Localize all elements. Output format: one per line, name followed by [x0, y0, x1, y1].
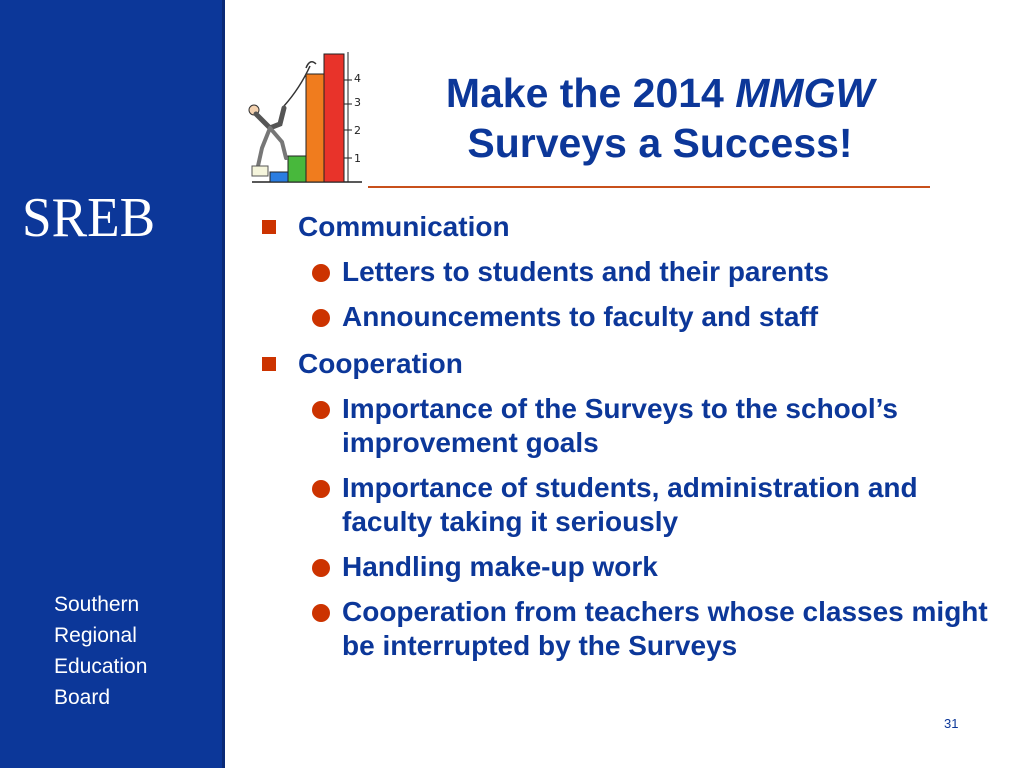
bullet-text: Handling make-up work — [342, 551, 658, 582]
sidebar-panel — [0, 0, 222, 768]
org-name-line-3: Education — [54, 655, 148, 678]
org-name-line-4: Board — [54, 686, 111, 709]
org-name-line-2: Regional — [54, 624, 137, 647]
square-bullet-icon — [262, 220, 276, 234]
sub-bullet — [310, 255, 998, 289]
slide-body — [258, 208, 998, 663]
org-name-line-1: Southern — [54, 593, 140, 616]
title-divider — [368, 186, 930, 188]
sub-bullet — [310, 471, 998, 539]
section-heading: Communication — [298, 211, 510, 242]
bullet-text: Cooperation from teachers whose classes might be interrupted by the Surveys — [342, 596, 988, 661]
sub-bullet — [310, 595, 998, 663]
sub-bullet — [310, 550, 998, 584]
climber-on-bar-chart-icon — [244, 48, 366, 188]
tick-label-3: 3 — [354, 96, 361, 109]
bullet-text: Importance of students, administration and faculty taking it seriously — [342, 472, 918, 537]
round-bullet-icon — [312, 309, 330, 327]
sub-bullet — [310, 392, 998, 460]
round-bullet-icon — [312, 559, 330, 577]
sidebar-edge — [222, 0, 225, 768]
sreb-logo: SREB — [22, 187, 156, 249]
sub-bullet — [310, 300, 998, 334]
bullet-text: Letters to students and their parents — [342, 256, 829, 287]
bullet-cooperation — [258, 347, 998, 381]
bullet-text: Announcements to faculty and staff — [342, 301, 819, 332]
bullet-communication — [258, 210, 998, 244]
title-prefix: Make the 2014 — [445, 70, 736, 116]
round-bullet-icon — [312, 604, 330, 622]
round-bullet-icon — [312, 401, 330, 419]
section-heading: Cooperation — [298, 348, 463, 379]
slide-title — [376, 68, 944, 168]
page-number: 31 — [944, 716, 959, 731]
organization-name — [54, 589, 147, 713]
tick-label-2: 2 — [354, 124, 361, 137]
round-bullet-icon — [312, 264, 330, 282]
square-bullet-icon — [262, 357, 276, 371]
title-emphasis: MMGW — [735, 70, 875, 116]
tick-label-4: 4 — [354, 72, 361, 85]
title-line-2: Surveys a Success! — [467, 120, 853, 166]
round-bullet-icon — [312, 480, 330, 498]
bullet-text: Importance of the Surveys to the school’s improvement goals — [342, 393, 898, 458]
tick-label-1: 1 — [354, 152, 361, 165]
